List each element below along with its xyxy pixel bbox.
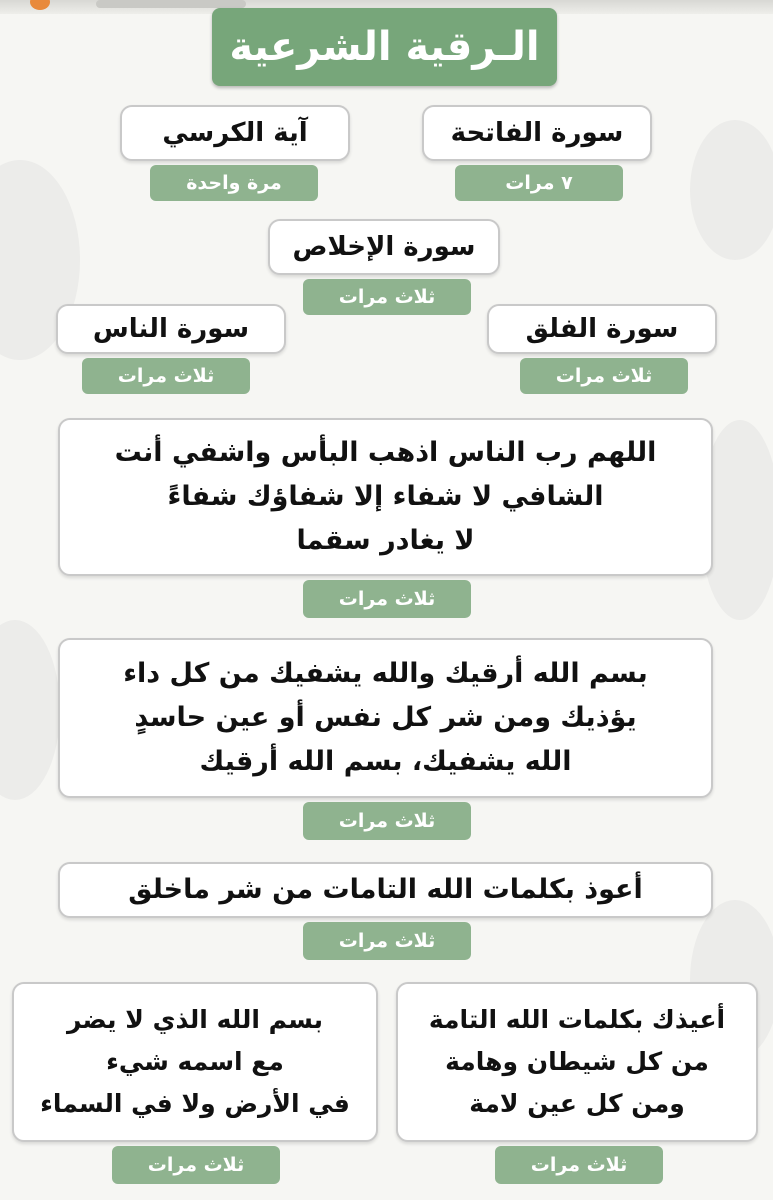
count-badge: ثلاث مرات [303, 580, 471, 618]
background-blob [0, 620, 60, 800]
dua-card-2 [58, 638, 713, 798]
dua-line: في الأرض ولا في السماء [40, 1089, 350, 1118]
dua-card-5 [396, 982, 758, 1142]
dua-line: بسم الله الذي لا يضر [66, 1005, 324, 1034]
card-ayat-al-kursi [120, 105, 350, 161]
dua-card-4 [12, 982, 378, 1142]
dua-line: أعيذك بكلمات الله التامة [428, 1005, 726, 1034]
card-al-falaq [487, 304, 717, 354]
count-badge: ثلاث مرات [82, 358, 250, 394]
dua-line: اللهم رب الناس اذهب البأس واشفي أنت [114, 437, 657, 468]
dua-card-1 [58, 418, 713, 576]
dua-line: من كل شيطان وهامة [445, 1047, 709, 1076]
card-al-ikhlas [268, 219, 500, 275]
dua-line: الشافي لا شفاء إلا شفاؤك شفاءً [167, 481, 604, 512]
page-title: الـرقية الشرعية [212, 8, 557, 86]
dua-card-3 [58, 862, 713, 918]
card-text: سورة الفلق [525, 314, 679, 344]
dua-line: بسم الله أرقيك والله يشفيك من كل داء [123, 658, 648, 689]
card-text: آية الكرسي [162, 118, 308, 148]
count-badge: ثلاث مرات [112, 1146, 280, 1184]
card-al-fatiha [422, 105, 652, 161]
count-badge: ثلاث مرات [495, 1146, 663, 1184]
dua-line: الله يشفيك، بسم الله أرقيك [199, 746, 572, 777]
count-badge: مرة واحدة [150, 165, 318, 201]
count-badge: ثلاث مرات [303, 802, 471, 840]
app-logo-icon [30, 0, 50, 10]
card-text: سورة الفاتحة [450, 118, 624, 148]
count-badge: ٧ مرات [455, 165, 623, 201]
watermark [96, 0, 246, 8]
dua-line: لا يغادر سقما [296, 525, 475, 556]
count-badge: ثلاث مرات [520, 358, 688, 394]
background-blob [690, 120, 773, 260]
card-text: سورة الناس [92, 314, 250, 344]
dua-line: أعوذ بكلمات الله التامات من شر ماخلق [128, 874, 643, 905]
dua-line: يؤذيك ومن شر كل نفس أو عين حاسدٍ [134, 702, 637, 733]
count-badge: ثلاث مرات [303, 922, 471, 960]
count-badge: ثلاث مرات [303, 279, 471, 315]
card-text: سورة الإخلاص [292, 232, 476, 262]
card-an-nas [56, 304, 286, 354]
dua-line: ومن كل عين لامة [469, 1089, 685, 1118]
dua-line: مع اسمه شيء [106, 1047, 284, 1076]
